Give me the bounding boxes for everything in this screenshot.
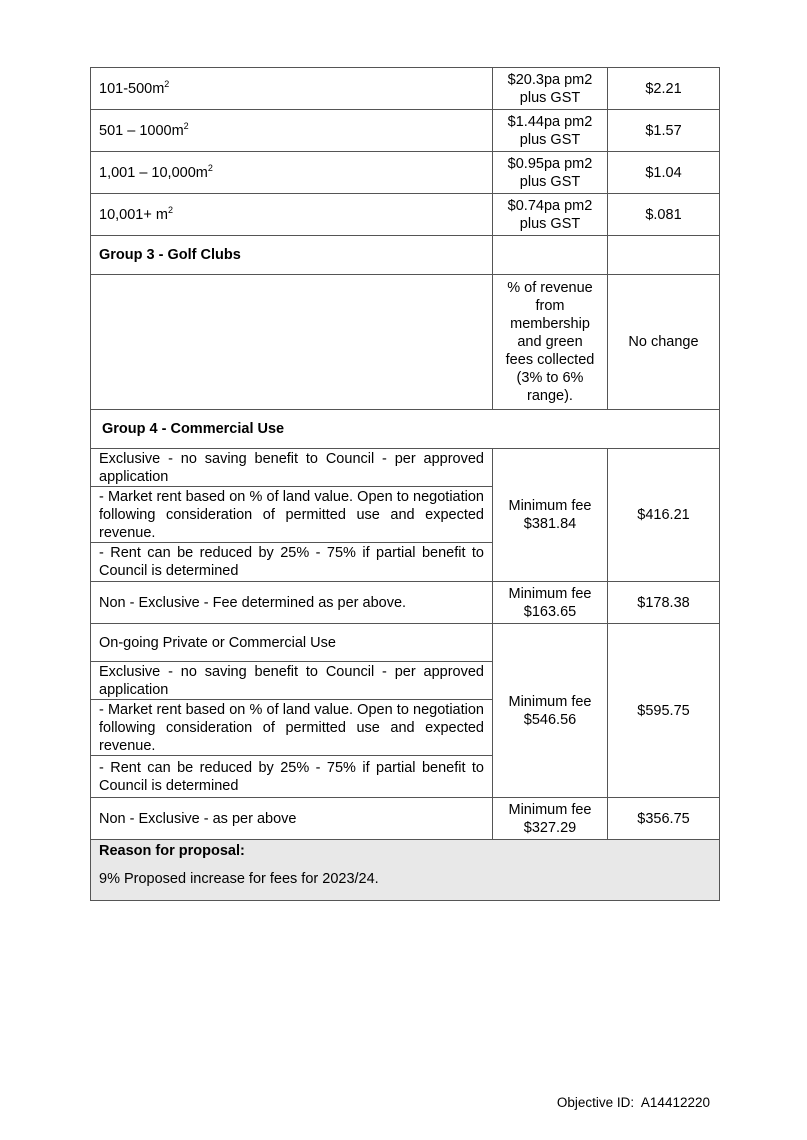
non-exclusive-description: Non - Exclusive - Fee determined as per above. (91, 582, 493, 624)
fee-cell: $.081 (608, 194, 720, 236)
rate-cell: $1.44pa pm2 plus GST (493, 110, 608, 152)
exclusive-description: Exclusive - no saving benefit to Council - per approved application (91, 449, 493, 487)
fee-cell: $416.21 (608, 449, 720, 582)
reason-row (91, 840, 720, 901)
ongoing-title: On-going Private or Commercial Use (91, 624, 493, 662)
reason-text: 9% Proposed increase for fees for 2023/24. (99, 871, 379, 887)
area-cell: $10,001+ m^2$ (91, 194, 493, 236)
exclusive-description: Exclusive - no saving benefit to Council - per approved application (91, 662, 493, 700)
rent-reduction-description: - Rent can be reduced by 25% - 75% if partial benefit to Council is determined (91, 756, 493, 798)
area-cell: $101-500m^2$ (91, 68, 493, 110)
table-row (91, 798, 720, 840)
objective-id (557, 1095, 710, 1110)
table-row (91, 624, 720, 662)
group-header-row (91, 236, 720, 275)
group3-title: Group 3 - Golf Clubs (91, 236, 493, 275)
group-header-row (91, 410, 720, 449)
table-row (91, 449, 720, 487)
rate-cell: $0.74pa pm2 plus GST (493, 194, 608, 236)
non-exclusive-description: Non - Exclusive - as per above (91, 798, 493, 840)
fee-cell: $2.21 (608, 68, 720, 110)
fee-cell: $1.57 (608, 110, 720, 152)
objective-value: A14412220 (640, 1095, 710, 1110)
fee-cell: $1.04 (608, 152, 720, 194)
golf-rate-cell: % of revenue from membership and green fees collected (3% to 6% range). (493, 275, 608, 410)
golf-fee-cell: No change (608, 275, 720, 410)
fee-cell: $178.38 (608, 582, 720, 624)
fee-cell: $356.75 (608, 798, 720, 840)
rate-cell: Minimum fee $381.84 (493, 449, 608, 582)
reason-cell (91, 840, 720, 901)
rate-cell: Minimum fee $163.65 (493, 582, 608, 624)
table-row (91, 152, 720, 194)
table-row (91, 275, 720, 410)
market-rent-description: - Market rent based on % of land value. Open to negotiation following consideration of permitted use and expected revenue. (91, 700, 493, 756)
reason-title: Reason for proposal: (99, 843, 245, 859)
rate-cell: Minimum fee $327.29 (493, 798, 608, 840)
fees-table (90, 67, 720, 901)
rate-cell: Minimum fee $546.56 (493, 624, 608, 798)
table-row (91, 194, 720, 236)
rent-reduction-description: - Rent can be reduced by 25% - 75% if partial benefit to Council is determined (91, 543, 493, 582)
objective-label: Objective ID: (556, 1095, 635, 1110)
area-cell: $501 - 1000m^2$ (91, 110, 493, 152)
table-row (91, 582, 720, 624)
fee-cell: $595.75 (608, 624, 720, 798)
rate-cell: $20.3pa pm2 plus GST (493, 68, 608, 110)
table-row (91, 68, 720, 110)
market-rent-description: - Market rent based on % of land value. Open to negotiation following consideration of permitted use and expected revenue. (91, 487, 493, 543)
table-row (91, 110, 720, 152)
rate-cell: $0.95pa pm2 plus GST (493, 152, 608, 194)
area-cell: $1,001 - 10,000m^2$ (91, 152, 493, 194)
group4-title: Group 4 - Commercial Use (91, 410, 720, 449)
